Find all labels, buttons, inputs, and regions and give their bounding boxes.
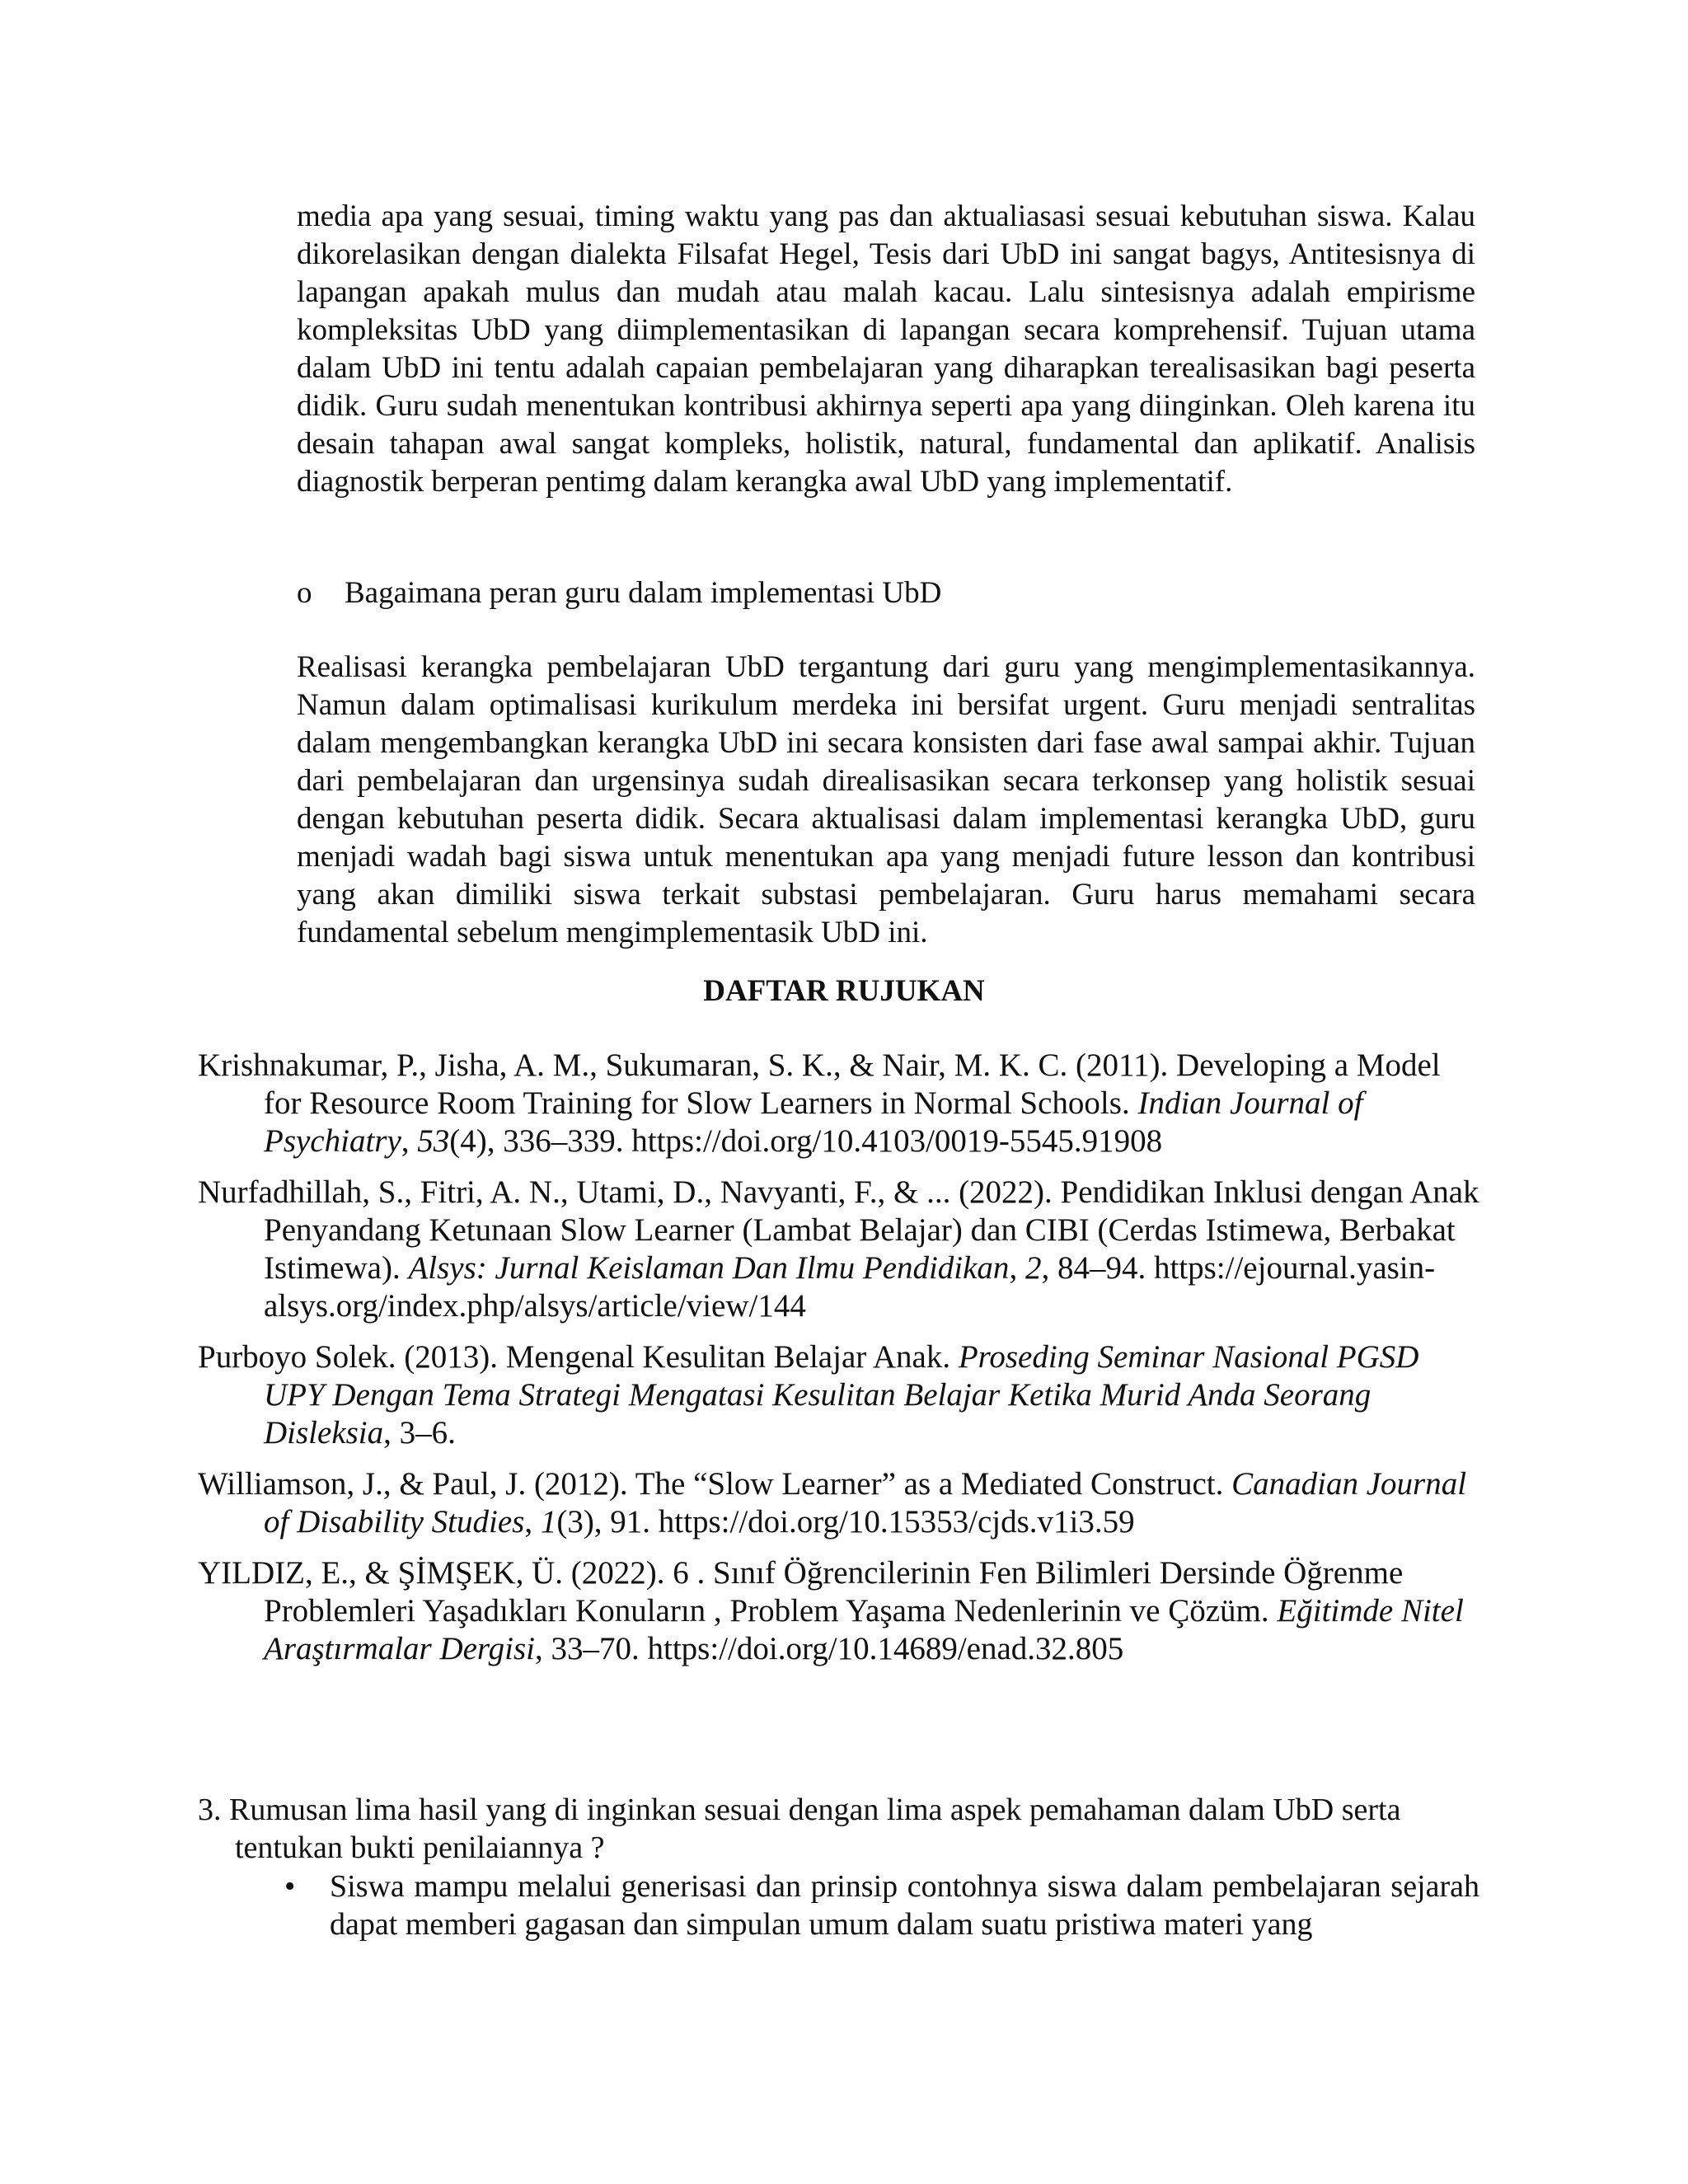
reference-item bbox=[198, 1047, 1484, 1160]
question-3-text: 3. Rumusan lima hasil yang di inginkan sesuai dengan lima aspek pemahaman dalam UbD serta tentukan bukti penilaiannya ? bbox=[198, 1793, 1401, 1865]
reference-volume: 1 bbox=[540, 1504, 557, 1540]
bullet-item bbox=[284, 1868, 1479, 1943]
sub-question-text: Bagaimana peran guru dalam implementasi UbD bbox=[345, 576, 942, 610]
reference-volume: 2 bbox=[1025, 1250, 1042, 1286]
bullet-text: Siswa mampu melalui generisasi dan prinsip contohnya siswa dalam pembelajaran sejarah dapat memberi gagasan dan simpulan umum dalam suatu pristiwa materi yang bbox=[330, 1869, 1479, 1942]
reference-pages-doi: , 33–70. https://doi.org/10.14689/enad.32.805 bbox=[535, 1631, 1124, 1666]
question-3 bbox=[198, 1791, 1479, 1867]
reference-journal: Eğitimde Nitel Araştırmalar Dergisi bbox=[264, 1593, 1464, 1666]
reference-pages-doi: , 84–94. https://ejournal.yasin-alsys.org/index.php/alsys/article/view/144 bbox=[264, 1250, 1436, 1324]
reference-pages-doi: , 3–6. bbox=[383, 1415, 456, 1451]
reference-item bbox=[198, 1174, 1484, 1325]
reference-journal: Alsys: Jurnal Keislaman Dan Ilmu Pendidikan bbox=[408, 1250, 1010, 1286]
reference-volume: 53 bbox=[417, 1123, 450, 1159]
reference-pages-doi: (3), 91. https://doi.org/10.15353/cjds.v1i3.59 bbox=[556, 1504, 1135, 1540]
reference-separator: , bbox=[401, 1123, 418, 1159]
reference-item bbox=[198, 1554, 1484, 1668]
reference-authors-title: Purboyo Solek. (2013). Mengenal Kesulitan Belajar Anak. bbox=[198, 1339, 959, 1375]
paragraph-2: Realisasi kerangka pembelajaran UbD tergantung dari guru yang mengimplementasikannya. Namun dalam optimalisasi kurikulum merdeka ini bersifat urgent. Guru menjadi sentralitas dalam mengembangkan kerangka UbD ini secara konsisten dari fase awal sampai akhir. Tujuan dari pembelajaran dan urgensinya sudah direalisasikan secara terkonsep yang holistik sesuai dengan kebutuhan peserta didik. Secara aktualisasi dalam implementasi kerangka UbD, guru menjadi wadah bagi siswa untuk menentukan apa yang menjadi future lesson dan kontribusi yang akan dimiliki siswa terkait substasi pembelajaran. Guru harus memahami secara fundamental sebelum mengimplementasik UbD ini. bbox=[297, 650, 1475, 949]
reference-separator: , bbox=[524, 1504, 541, 1540]
reference-list bbox=[198, 1047, 1484, 1681]
reference-journal: Indian Journal of Psychiatry bbox=[264, 1085, 1363, 1159]
reference-item bbox=[198, 1338, 1484, 1452]
reference-journal: Canadian Journal of Disability Studies bbox=[264, 1466, 1467, 1540]
reference-item bbox=[198, 1465, 1484, 1541]
sub-question bbox=[297, 574, 941, 612]
reference-authors-title: Krishnakumar, P., Jisha, A. M., Sukumaran, S. K., & Nair, M. K. C. (2011). Developing a Model for Resource Room Training for Slow Learners in Normal Schools. bbox=[198, 1047, 1441, 1121]
reference-authors-title: YILDIZ, E., & ŞİMŞEK, Ü. (2022). 6 . Sınıf Öğrencilerinin Fen Bilimleri Dersinde Öğrenme Problemleri Yaşadıkları Konuların , Problem Yaşama Nedenlerinin ve Çözüm. bbox=[198, 1555, 1404, 1629]
reference-journal: Proseding Seminar Nasional PGSD UPY Dengan Tema Strategi Mengatasi Kesulitan Belajar Ketika Murid Anda Seorang Disleksia bbox=[264, 1339, 1419, 1451]
paragraph-1: media apa yang sesuai, timing waktu yang pas dan aktualiasasi sesuai kebutuhan siswa. Kalau dikorelasikan dengan dialekta Filsafat Hegel, Tesis dari UbD ini sangat bagys, Antitesisnya di lapangan apakah mulus dan mudah atau malah kacau. Lalu sintesisnya adalah empirisme kompleksitas UbD yang diimplementasikan di lapangan secara komprehensif. Tujuan utama dalam UbD ini tentu adalah capaian pembelajaran yang diharapkan terealisasikan bagi peserta didik. Guru sudah menentukan kontribusi akhirnya seperti apa yang diinginkan. Oleh karena itu desain tahapan awal sangat kompleks, holistik, natural, fundamental dan aplikatif. Analisis diagnostik berperan pentimg dalam kerangka awal UbD yang implementatif. bbox=[297, 199, 1475, 499]
references-heading: DAFTAR RUJUKAN bbox=[703, 974, 985, 1008]
reference-authors-title: Williamson, J., & Paul, J. (2012). The “Slow Learner” as a Mediated Construct. bbox=[198, 1466, 1232, 1502]
reference-separator: , bbox=[1009, 1250, 1025, 1286]
sub-question-marker: o bbox=[297, 576, 312, 610]
reference-authors-title: Nurfadhillah, S., Fitri, A. N., Utami, D., Navyanti, F., & ... (2022). Pendidikan Inklusi dengan Anak Penyandang Ketunaan Slow Learner (Lambat Belajar) dan CIBI (Cerdas Istimewa, Berbakat Istimewa). bbox=[198, 1174, 1479, 1286]
bullet-marker: • bbox=[284, 1869, 296, 1904]
reference-pages-doi: (4), 336–339. https://doi.org/10.4103/0019-5545.91908 bbox=[449, 1123, 1163, 1159]
